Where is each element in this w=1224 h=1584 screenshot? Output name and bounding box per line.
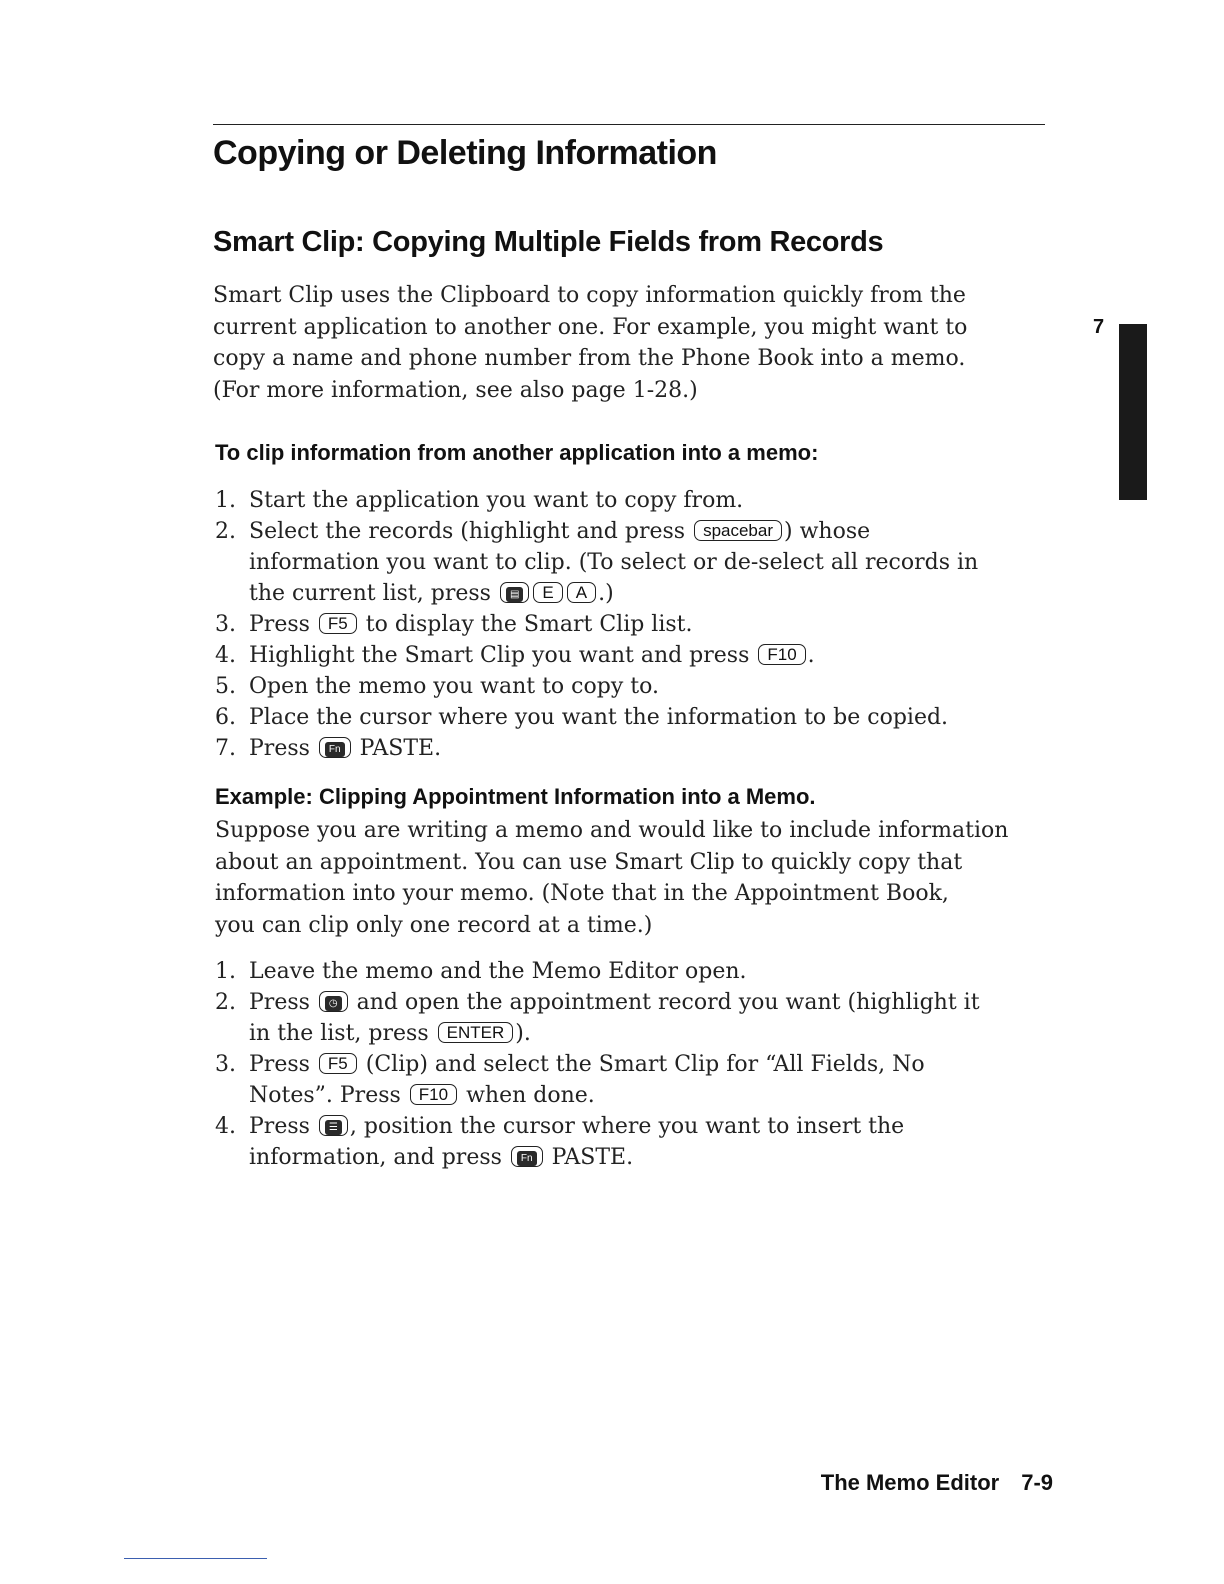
list-item: 2. Select the records (highlight and press spacebar ) whose information you want to clip. (To select or de-select all records in the current list, press ▤ E A .) (215, 519, 979, 606)
example-steps (215, 956, 1055, 1173)
fn-key (319, 737, 351, 758)
example-paragraph (215, 815, 1008, 941)
list-item: 5. Open the memo you want to copy to. (215, 674, 659, 699)
f5-key: F5 (319, 613, 357, 634)
a-key: A (567, 582, 596, 603)
section-title: Smart Clip: Copying Multiple Fields from Records (213, 226, 884, 258)
appointment-key (319, 991, 348, 1012)
menu-key (500, 582, 529, 603)
fn-key (511, 1146, 543, 1167)
chapter-tab-marker (1119, 324, 1147, 500)
chapter-tab-number: 7 (1093, 316, 1105, 338)
list-item: 4. Press ☰ , position the cursor where you want to insert the information, and press Fn PASTE. (215, 1114, 905, 1170)
intro-paragraph (213, 280, 967, 406)
procedure-steps (215, 485, 1035, 764)
example-heading (215, 784, 816, 810)
intro-line: (For more information, see also page 1-28.) (213, 377, 698, 403)
page-footer (821, 1470, 1053, 1496)
footer-title: The Memo Editor (820, 1470, 1000, 1495)
f5-key: F5 (319, 1053, 357, 1074)
f10-key: F10 (410, 1084, 457, 1105)
e-key: E (533, 582, 562, 603)
fn-icon: Fn (517, 1151, 537, 1166)
intro-line: copy a name and phone number from the Phone Book into a memo. (213, 346, 966, 372)
example-line: you can clip only one record at a time.) (215, 912, 653, 938)
list-item: 7. Press Fn PASTE. (215, 736, 442, 761)
top-rule (213, 124, 1045, 125)
list-item: 1. Leave the memo and the Memo Editor open. (215, 959, 747, 984)
list-item: 2. Press ◷ and open the appointment record you want (highlight it in the list, press ENTER ). (215, 990, 980, 1046)
example-label: Example: (215, 784, 313, 809)
bottom-rule (124, 1558, 267, 1559)
list-item: 4. Highlight the Smart Clip you want and press F10 . (215, 643, 815, 668)
chapter-title: Copying or Deleting Information (213, 134, 717, 172)
memo-icon: ☰ (325, 1120, 342, 1135)
clock-icon: ◷ (325, 996, 342, 1011)
memo-key (319, 1115, 348, 1136)
spacebar-key: spacebar (694, 520, 782, 541)
list-item: 3. Press F5 to display the Smart Clip list. (215, 612, 693, 637)
procedure-heading: To clip information from another application into a memo: (215, 440, 819, 465)
enter-key: ENTER (438, 1022, 514, 1043)
intro-line: Smart Clip uses the Clipboard to copy information quickly from the (213, 283, 966, 308)
fn-icon: Fn (325, 742, 345, 757)
intro-line: current application to another one. For example, you might want to (213, 314, 968, 340)
menu-icon: ▤ (506, 587, 523, 602)
f10-key: F10 (758, 644, 805, 665)
example-title: Clipping Appointment Information into a Memo. (318, 784, 816, 809)
page-number: 7-9 (1021, 1470, 1053, 1495)
example-line: about an appointment. You can use Smart Clip to quickly copy that (215, 849, 963, 875)
list-item: 3. Press F5 (Clip) and select the Smart Clip for “All Fields, No Notes”. Press F10 when done. (215, 1052, 925, 1108)
list-item: 6. Place the cursor where you want the information to be copied. (215, 705, 949, 730)
example-line: information into your memo. (Note that in the Appointment Book, (215, 881, 949, 907)
example-line: Suppose you are writing a memo and would like to include information (215, 818, 1009, 843)
list-item: 1. Start the application you want to copy from. (215, 488, 744, 513)
